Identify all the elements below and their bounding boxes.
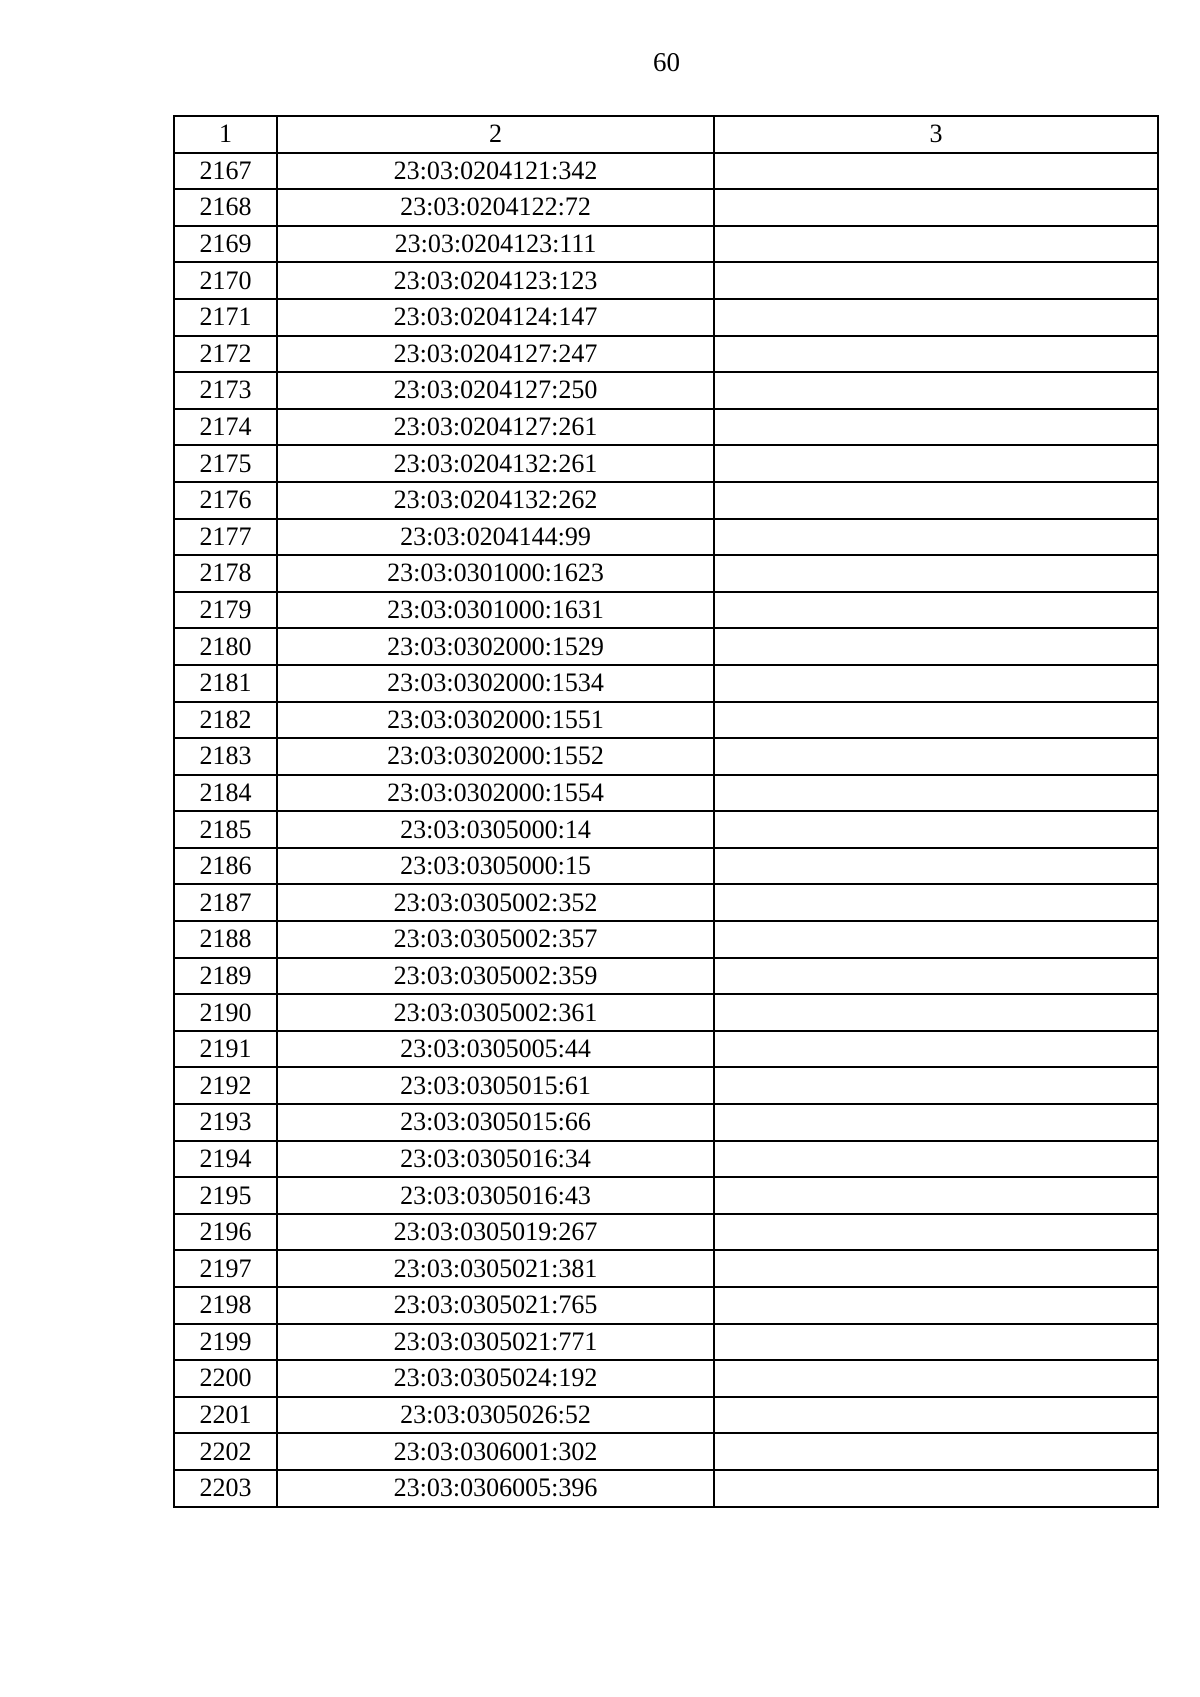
- cadastral-number-cell: 23:03:0204132:262: [277, 482, 714, 519]
- cadastral-number-cell: 23:03:0305005:44: [277, 1031, 714, 1068]
- row-number-cell: 2194: [174, 1141, 277, 1178]
- row-number-cell: 2203: [174, 1470, 277, 1507]
- notes-cell: [714, 262, 1158, 299]
- row-number-cell: 2198: [174, 1287, 277, 1324]
- notes-cell: [714, 738, 1158, 775]
- notes-cell: [714, 1470, 1158, 1507]
- row-number-cell: 2182: [174, 702, 277, 739]
- row-number-cell: 2171: [174, 299, 277, 336]
- cadastral-number-cell: 23:03:0302000:1552: [277, 738, 714, 775]
- column-header-1: 1: [174, 116, 277, 153]
- table-row: [174, 994, 1158, 1031]
- row-number-cell: 2189: [174, 958, 277, 995]
- notes-cell: [714, 1397, 1158, 1434]
- cadastral-number-cell: 23:03:0305021:771: [277, 1324, 714, 1361]
- notes-cell: [714, 665, 1158, 702]
- table-row: [174, 1177, 1158, 1214]
- table-row: [174, 1324, 1158, 1361]
- row-number-cell: 2170: [174, 262, 277, 299]
- notes-cell: [714, 555, 1158, 592]
- table-row: [174, 1031, 1158, 1068]
- row-number-cell: 2180: [174, 628, 277, 665]
- notes-cell: [714, 1250, 1158, 1287]
- cadastral-number-cell: 23:03:0204127:247: [277, 336, 714, 373]
- table-row: [174, 1397, 1158, 1434]
- row-number-cell: 2175: [174, 445, 277, 482]
- cadastral-number-cell: 23:03:0204144:99: [277, 519, 714, 556]
- column-header-3: 3: [714, 116, 1158, 153]
- row-number-cell: 2188: [174, 921, 277, 958]
- notes-cell: [714, 1214, 1158, 1251]
- row-number-cell: 2178: [174, 555, 277, 592]
- table-row: [174, 1360, 1158, 1397]
- notes-cell: [714, 848, 1158, 885]
- notes-cell: [714, 372, 1158, 409]
- row-number-cell: 2201: [174, 1397, 277, 1434]
- table-row: [174, 372, 1158, 409]
- table-row: [174, 848, 1158, 885]
- cadastral-number-cell: 23:03:0305026:52: [277, 1397, 714, 1434]
- table-row: [174, 1067, 1158, 1104]
- table-row: [174, 702, 1158, 739]
- notes-cell: [714, 1067, 1158, 1104]
- table-row: [174, 1250, 1158, 1287]
- row-number-cell: 2191: [174, 1031, 277, 1068]
- row-number-cell: 2186: [174, 848, 277, 885]
- notes-cell: [714, 921, 1158, 958]
- notes-cell: [714, 1360, 1158, 1397]
- cadastral-number-cell: 23:03:0306005:396: [277, 1470, 714, 1507]
- row-number-cell: 2177: [174, 519, 277, 556]
- notes-cell: [714, 1287, 1158, 1324]
- notes-cell: [714, 884, 1158, 921]
- table-row: [174, 336, 1158, 373]
- notes-cell: [714, 1177, 1158, 1214]
- notes-cell: [714, 702, 1158, 739]
- cadastral-number-cell: 23:03:0302000:1534: [277, 665, 714, 702]
- notes-cell: [714, 592, 1158, 629]
- table-row: [174, 226, 1158, 263]
- cadastral-number-cell: 23:03:0305002:361: [277, 994, 714, 1031]
- table-row: [174, 1470, 1158, 1507]
- row-number-cell: 2176: [174, 482, 277, 519]
- row-number-cell: 2200: [174, 1360, 277, 1397]
- table-row: [174, 665, 1158, 702]
- table-row: [174, 153, 1158, 190]
- table-row: [174, 628, 1158, 665]
- row-number-cell: 2173: [174, 372, 277, 409]
- table-row: [174, 1141, 1158, 1178]
- notes-cell: [714, 775, 1158, 812]
- row-number-cell: 2172: [174, 336, 277, 373]
- notes-cell: [714, 628, 1158, 665]
- cadastral-number-cell: 23:03:0305016:34: [277, 1141, 714, 1178]
- cadastral-number-cell: 23:03:0305000:15: [277, 848, 714, 885]
- cadastral-number-cell: 23:03:0204122:72: [277, 189, 714, 226]
- cadastral-number-cell: 23:03:0204127:261: [277, 409, 714, 446]
- notes-cell: [714, 958, 1158, 995]
- row-number-cell: 2183: [174, 738, 277, 775]
- cadastral-number-cell: 23:03:0305002:357: [277, 921, 714, 958]
- table-row: [174, 262, 1158, 299]
- cadastral-number-cell: 23:03:0204124:147: [277, 299, 714, 336]
- row-number-cell: 2169: [174, 226, 277, 263]
- cadastral-number-cell: 23:03:0305002:352: [277, 884, 714, 921]
- table-row: [174, 738, 1158, 775]
- table-row: [174, 958, 1158, 995]
- table-row: [174, 1104, 1158, 1141]
- table-row: [174, 445, 1158, 482]
- row-number-cell: 2192: [174, 1067, 277, 1104]
- notes-cell: [714, 409, 1158, 446]
- table-row: [174, 189, 1158, 226]
- cadastral-number-cell: 23:03:0302000:1551: [277, 702, 714, 739]
- cadastral-number-cell: 23:03:0204132:261: [277, 445, 714, 482]
- cadastral-table: [173, 115, 1159, 1508]
- cadastral-number-cell: 23:03:0302000:1529: [277, 628, 714, 665]
- row-number-cell: 2199: [174, 1324, 277, 1361]
- cadastral-number-cell: 23:03:0301000:1631: [277, 592, 714, 629]
- table-row: [174, 1214, 1158, 1251]
- cadastral-number-cell: 23:03:0204127:250: [277, 372, 714, 409]
- notes-cell: [714, 1031, 1158, 1068]
- row-number-cell: 2202: [174, 1433, 277, 1470]
- cadastral-number-cell: 23:03:0305021:765: [277, 1287, 714, 1324]
- table-row: [174, 555, 1158, 592]
- table-row: [174, 409, 1158, 446]
- cadastral-number-cell: 23:03:0204121:342: [277, 153, 714, 190]
- table-row: [174, 775, 1158, 812]
- notes-cell: [714, 811, 1158, 848]
- row-number-cell: 2185: [174, 811, 277, 848]
- notes-cell: [714, 299, 1158, 336]
- cadastral-number-cell: 23:03:0305019:267: [277, 1214, 714, 1251]
- page-number: 60: [653, 47, 680, 77]
- cadastral-number-cell: 23:03:0305002:359: [277, 958, 714, 995]
- row-number-cell: 2190: [174, 994, 277, 1031]
- row-number-cell: 2195: [174, 1177, 277, 1214]
- notes-cell: [714, 1433, 1158, 1470]
- table-header: [174, 116, 1158, 153]
- notes-cell: [714, 482, 1158, 519]
- row-number-cell: 2193: [174, 1104, 277, 1141]
- notes-cell: [714, 1104, 1158, 1141]
- table-body: [174, 153, 1158, 1507]
- row-number-cell: 2197: [174, 1250, 277, 1287]
- table-row: [174, 884, 1158, 921]
- notes-cell: [714, 226, 1158, 263]
- notes-cell: [714, 1324, 1158, 1361]
- notes-cell: [714, 153, 1158, 190]
- column-header-2: 2: [277, 116, 714, 153]
- cadastral-number-cell: 23:03:0305021:381: [277, 1250, 714, 1287]
- cadastral-number-cell: 23:03:0204123:123: [277, 262, 714, 299]
- cadastral-number-cell: 23:03:0204123:111: [277, 226, 714, 263]
- cadastral-number-cell: 23:03:0305016:43: [277, 1177, 714, 1214]
- notes-cell: [714, 519, 1158, 556]
- notes-cell: [714, 336, 1158, 373]
- table-row: [174, 482, 1158, 519]
- table-row: [174, 1287, 1158, 1324]
- notes-cell: [714, 1141, 1158, 1178]
- header-row: [174, 116, 1158, 153]
- row-number-cell: 2168: [174, 189, 277, 226]
- row-number-cell: 2179: [174, 592, 277, 629]
- cadastral-number-cell: 23:03:0305015:61: [277, 1067, 714, 1104]
- cadastral-number-cell: 23:03:0306001:302: [277, 1433, 714, 1470]
- cadastral-number-cell: 23:03:0305015:66: [277, 1104, 714, 1141]
- cadastral-number-cell: 23:03:0305024:192: [277, 1360, 714, 1397]
- table-row: [174, 299, 1158, 336]
- cadastral-number-cell: 23:03:0305000:14: [277, 811, 714, 848]
- table-row: [174, 519, 1158, 556]
- row-number-cell: 2184: [174, 775, 277, 812]
- notes-cell: [714, 994, 1158, 1031]
- table-row: [174, 811, 1158, 848]
- table-row: [174, 921, 1158, 958]
- cadastral-number-cell: 23:03:0301000:1623: [277, 555, 714, 592]
- row-number-cell: 2187: [174, 884, 277, 921]
- notes-cell: [714, 445, 1158, 482]
- row-number-cell: 2181: [174, 665, 277, 702]
- row-number-cell: 2174: [174, 409, 277, 446]
- row-number-cell: 2167: [174, 153, 277, 190]
- cadastral-number-cell: 23:03:0302000:1554: [277, 775, 714, 812]
- row-number-cell: 2196: [174, 1214, 277, 1251]
- notes-cell: [714, 189, 1158, 226]
- table-row: [174, 1433, 1158, 1470]
- table-row: [174, 592, 1158, 629]
